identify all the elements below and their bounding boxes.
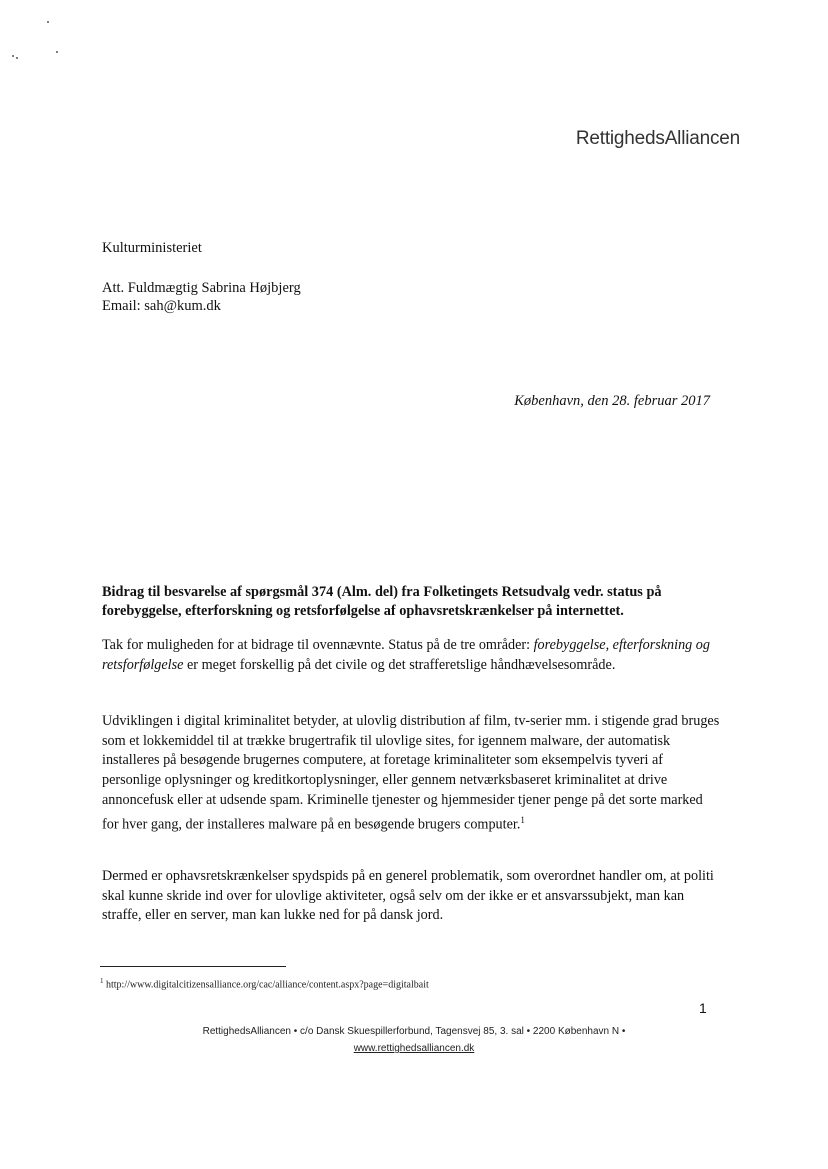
footnote-divider [100,966,286,967]
paragraph-1-post: er meget forskellig på det civile og det strafferetslige håndhævelsesområde. [183,656,616,673]
letter-date: København, den 28. februar 2017 [514,393,710,409]
paragraph-1-italic: forebyggelse, efterforskning og retsforfølgelse [102,637,710,673]
footnote-number: 1 [100,977,104,985]
footer-website-row [0,1043,828,1054]
paragraph-1 [102,636,722,675]
letter-subject: Bidrag til besvarelse af spørgsmål 374 (Alm. del) fra Folketingets Retsudvalg vedr. status på forebyggelse, efterforskning og retsforfølgelse af ophavsretskrænkelser på internettet. [102,584,662,619]
footnote-ref[interactable]: 1 [520,814,525,825]
paragraph-2-text: Udviklingen i digital kriminalitet betyder, at ulovlig distribution af film, tv-serier mm. i stigende grad bruges som et lokkemiddel til at trække brugertrafik til ulovlige sites, for igennem malware, der automatisk installeres på besøgende brugernes computere, at foretage kriminaliteter som eksempelvis tyveri af personlige oplysninger og kreditkortoplysninger, eller gennem netværksbaseret kriminalitet at drive annoncefusk eller at udsende spam. Kriminelle tjenester og hjemmesider tjener penge på det sorte marked for hver gang, der installeres malware på en besøgende brugers computer. [102,713,720,833]
footer-website-link[interactable]: www.rettighedsalliancen.dk [353,1043,475,1054]
footer-address: RettighedsAlliancen • c/o Dansk Skuespillerforbund, Tagensvej 85, 3. sal • 2200 København N • [202,1026,626,1037]
paragraph-1-pre: Tak for muligheden for at bidrage til ovennævnte. Status på de tre områder: [102,637,534,653]
recipient-org: Kulturministeriet [102,240,202,256]
paragraph-2 [102,712,722,835]
recipient-att: Att. Fuldmægtig Sabrina Højbjerg [102,280,301,296]
page-number: 1 [699,1000,707,1016]
recipient-email: Email: sah@kum.dk [102,298,221,314]
paragraph-3: Dermed er ophavsretskrænkelser spydspids på en generel problematik, som overordnet handler om, at politi skal kunne skride ind over for ulovlige aktiviteter, også selv om der ikke er et ansvarssubjekt, man kan straffe, eller en server, man kan lukke ned for på dansk jord. [102,868,714,924]
footnote-url[interactable]: http://www.digitalcitizensalliance.org/cac/alliance/content.aspx?page=digitalbait [106,979,429,991]
brand-logo-text: RettighedsAlliancen [575,128,740,149]
footnote [100,977,429,990]
